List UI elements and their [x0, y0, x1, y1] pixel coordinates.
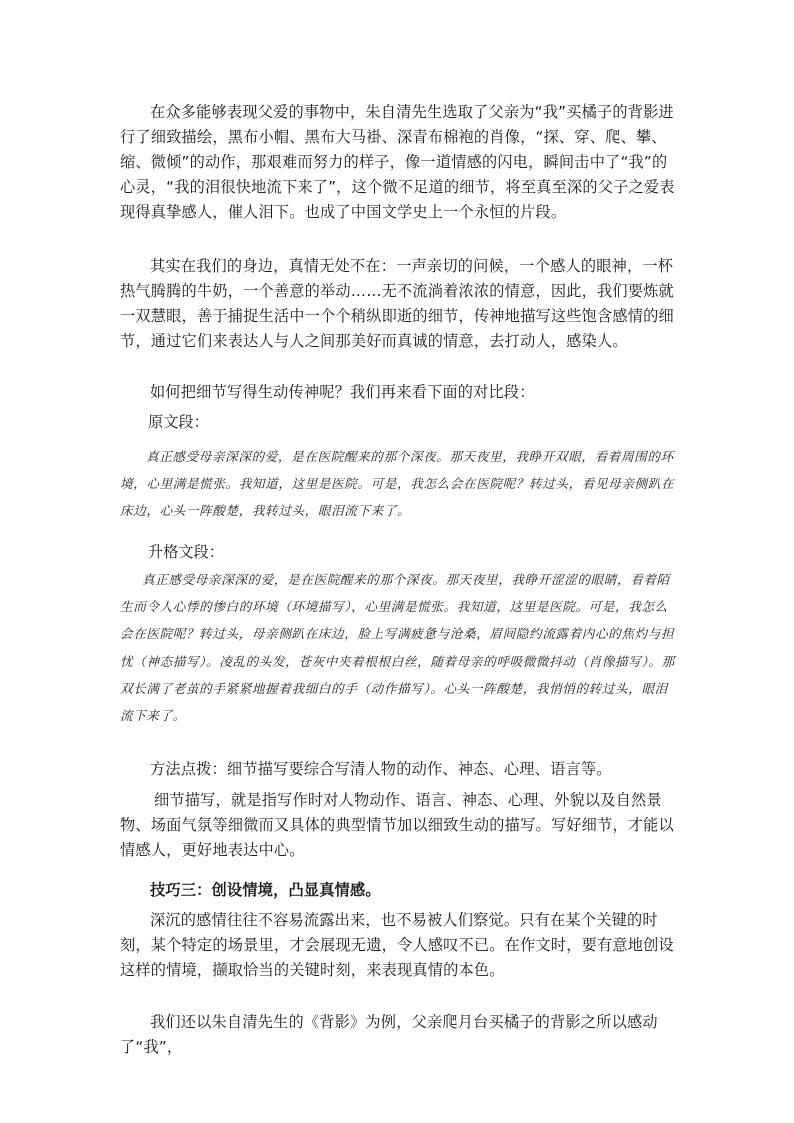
paragraph-tip-three: 深沉的感情往往不容易流露出来，也不易被人们察觉。只有在某个关键的时刻，某个特定的场景里，才会展现无遗，令人感叹不已。在作文时，要有意地创设这样的情境，撷取恰当的关键时刻，来表现真情的本色。 — [120, 911, 674, 979]
method-tip: 方法点拨：细节描写要综合写清人物的动作、神态、心理、语言等。 — [150, 760, 612, 778]
label-original-passage: 原文段： — [148, 413, 209, 431]
paragraph-detail-definition: 细节描写，就是指写作时对人物动作、语言、神态、心理、外貌以及自然景物、场面气氛等细微而又具体的典型情节加以细致生动的描写。写好细节，才能以情感人，更好地表达中心。 — [120, 791, 674, 859]
paragraph-last: 我们还以朱自清先生的《背影》为例，父亲爬月台买橘子的背影之所以感动了“我”， — [120, 1013, 658, 1056]
original-passage: 真正感受母亲深深的爱，是在医院醒来的那个深夜。那天夜里，我睁开双眼，看着周围的环境，心里满是慌张。我知道，这里是医院。可是，我怎么会在医院呢？转过头，看见母亲侧趴在床边，心头一阵酸楚，我转过头，眼泪流下来了。 — [120, 449, 675, 519]
paragraph-question: 如何把细节写得生动传神呢？我们再来看下面的对比段： — [150, 383, 535, 401]
label-upgraded-passage: 升格文段： — [148, 543, 224, 561]
paragraph-true-feelings: 其实在我们的身边，真情无处不在：一声亲切的问候，一个感人的眼神，一杯热气腾腾的牛奶，一个善意的举动……无不流淌着浓浓的情意，因此，我们要炼就一双慧眼，善于捕捉生活中一个个稍纵即逝的细节，传神地描写这些饱含感情的细节，通过它们来表达人与人之间那美好而真诚的情意，去打动人，感染人。 — [120, 257, 674, 350]
upgraded-passage: 真正感受母亲深深的爱，是在医院醒来的那个深夜。那天夜里，我睁开涩涩的眼睛，看着陌生而令人心悸的惨白的环境（环境描写），心里满是慌张。我知道，这里是医院。可是，我怎么会在医院呢？转过头，母亲侧趴在床边，脸上写满疲惫与沧桑，眉间隐约流露着内心的焦灼与担忧（神态描写）。凌乱的头发，苍灰中夹着根根白丝，随着母亲的呼吸微微抖动（肖像描写）。那双长满了老茧的手紧紧地握着我细白的手（动作描写）。心头一阵酸楚，我悄悄的转过头，眼泪流下来了。 — [120, 572, 675, 724]
paragraph-father-love: 在众多能够表现父爱的事物中，朱自清先生选取了父亲为“我”买橘子的背影进行了细致描绘，黑布小帽、黑布大马褂、深青布棉袍的肖像，“探、穿、爬、攀、缩、微倾”的动作，那艰难而努力的样子，像一道情感的闪电，瞬间击中了“我”的心灵，“我的泪很快地流下来了”，这个微不足道的细节，将至真至深的父子之爱表现得真挚感人，催人泪下。也成了中国文学史上一个永恒的片段。 — [120, 103, 675, 221]
heading-tip-three: 技巧三：创设情境，凸显真情感。 — [150, 881, 381, 899]
